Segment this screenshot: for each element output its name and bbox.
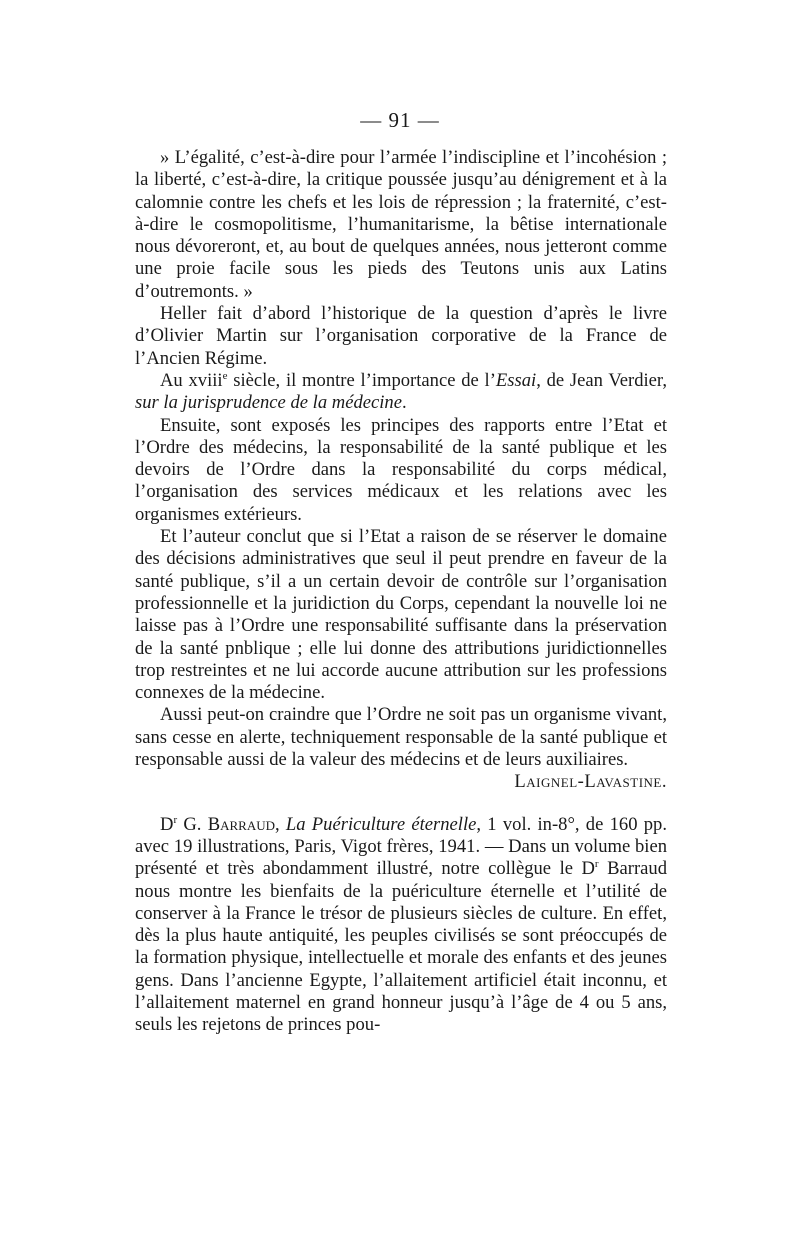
review2-paragraph: [135, 814, 667, 1037]
page-number: — 91 —: [360, 108, 440, 132]
review2-body: Barraud nous montre les bienfaits de la puériculture éternelle et l’utilité de conserver à la France le trésor de plusieurs siècles de culture. En effet, dès la plus haute antiquité, les peuples civilisés se sont préoccupés de la formation physique, intellectuelle et morale des enfants et des jeunes gens. Dans l’ancienne Egypte, l’allaitement artificiel était inconnu, et l’allaitement maternel en grand honneur jusqu’à l’âge de 4 ou 5 ans, seuls les rejetons de princes pou-: [135, 858, 667, 1036]
review1-paragraph-1: Heller fait d’abord l’historique de la question d’après le livre d’Olivier Martin sur l’organisation corporative de la France de l’Ancien Régime.: [135, 303, 667, 369]
dr-sup-2: r: [594, 858, 599, 871]
review1-paragraph-5: Aussi peut-on craindre que l’Ordre ne soit pas un organisme vivant, sans cesse en alerte, techniquement responsable de la santé publique et responsable aussi de la valeur des médecins et de leurs auxiliaires.: [135, 704, 667, 771]
review2-author: G. Barraud,: [177, 813, 286, 835]
p2-text-2: , de Jean Verdier,: [536, 369, 668, 391]
dr-sup: r: [173, 813, 178, 826]
dr-abbrev: D: [160, 813, 174, 835]
review1-signature: Laignel-Lavastine.: [514, 771, 667, 793]
review2-details: , 1 vol. in-8°, de 160 pp. avec 19 illustrations, Paris, Vigot frères, 1941. — Dans un volume bien présenté et très abondamment illustré, notre collègue le D: [135, 813, 668, 880]
century-prefix: Au xviii: [160, 369, 223, 391]
section-gap: [135, 794, 667, 814]
essai-title: Essai: [495, 369, 537, 391]
quote-paragraph: » L’égalité, c’est-à-dire pour l’armée l’indiscipline et l’incohésion ; la liberté, c’est-à-dire, la critique poussée jusqu’au dénigrement et à la calomnie contre les chefs et les lois de répression ; la fraternité, c’est-à-dire le cosmopolitisme, l’humanitarisme, la bêtise internationale nous dévoreront, et, au bout de quelques années, nous jetteront comme une proie facile sous les pieds des Teutons unis aux Latins d’outremonts. »: [135, 147, 667, 302]
jurisprudence-title: sur la jurisprudence de la médecine: [135, 392, 402, 414]
century-sup: e: [222, 369, 228, 382]
review2-book-title: La Puériculture éternelle: [285, 813, 477, 835]
review1-paragraph-3: Ensuite, sont exposés les principes des rapports entre l’Etat et l’Ordre des médecins, la responsabilité de la santé publique et les devoirs de l’Ordre dans la responsabilité du corps médical, l’organisation des services médicaux et les relations avec les organismes extérieurs.: [135, 414, 667, 525]
review1-paragraph-2: [135, 370, 667, 415]
review1-paragraph-4: Et l’auteur conclut que si l’Etat a raison de se réserver le domaine des décisions administratives que seul il peut prendre en faveur de la santé publique, s’il a un certain devoir de contrôle sur l’organisation professionnelle et la juridiction du Corps, cependant la nouvelle loi ne laisse pas à l’Ordre une responsabilité suffisante dans la préservation de la santé pnblique ; elle lui donne des attributions juridictionnelles trop restreintes et ne lui accorde aucune attribution sur les professions connexes de la médecine.: [135, 526, 667, 704]
p2-text-end: .: [401, 392, 407, 414]
p2-text-1: siècle, il montre l’importance de l’: [227, 369, 496, 391]
page-body: [135, 147, 667, 1037]
